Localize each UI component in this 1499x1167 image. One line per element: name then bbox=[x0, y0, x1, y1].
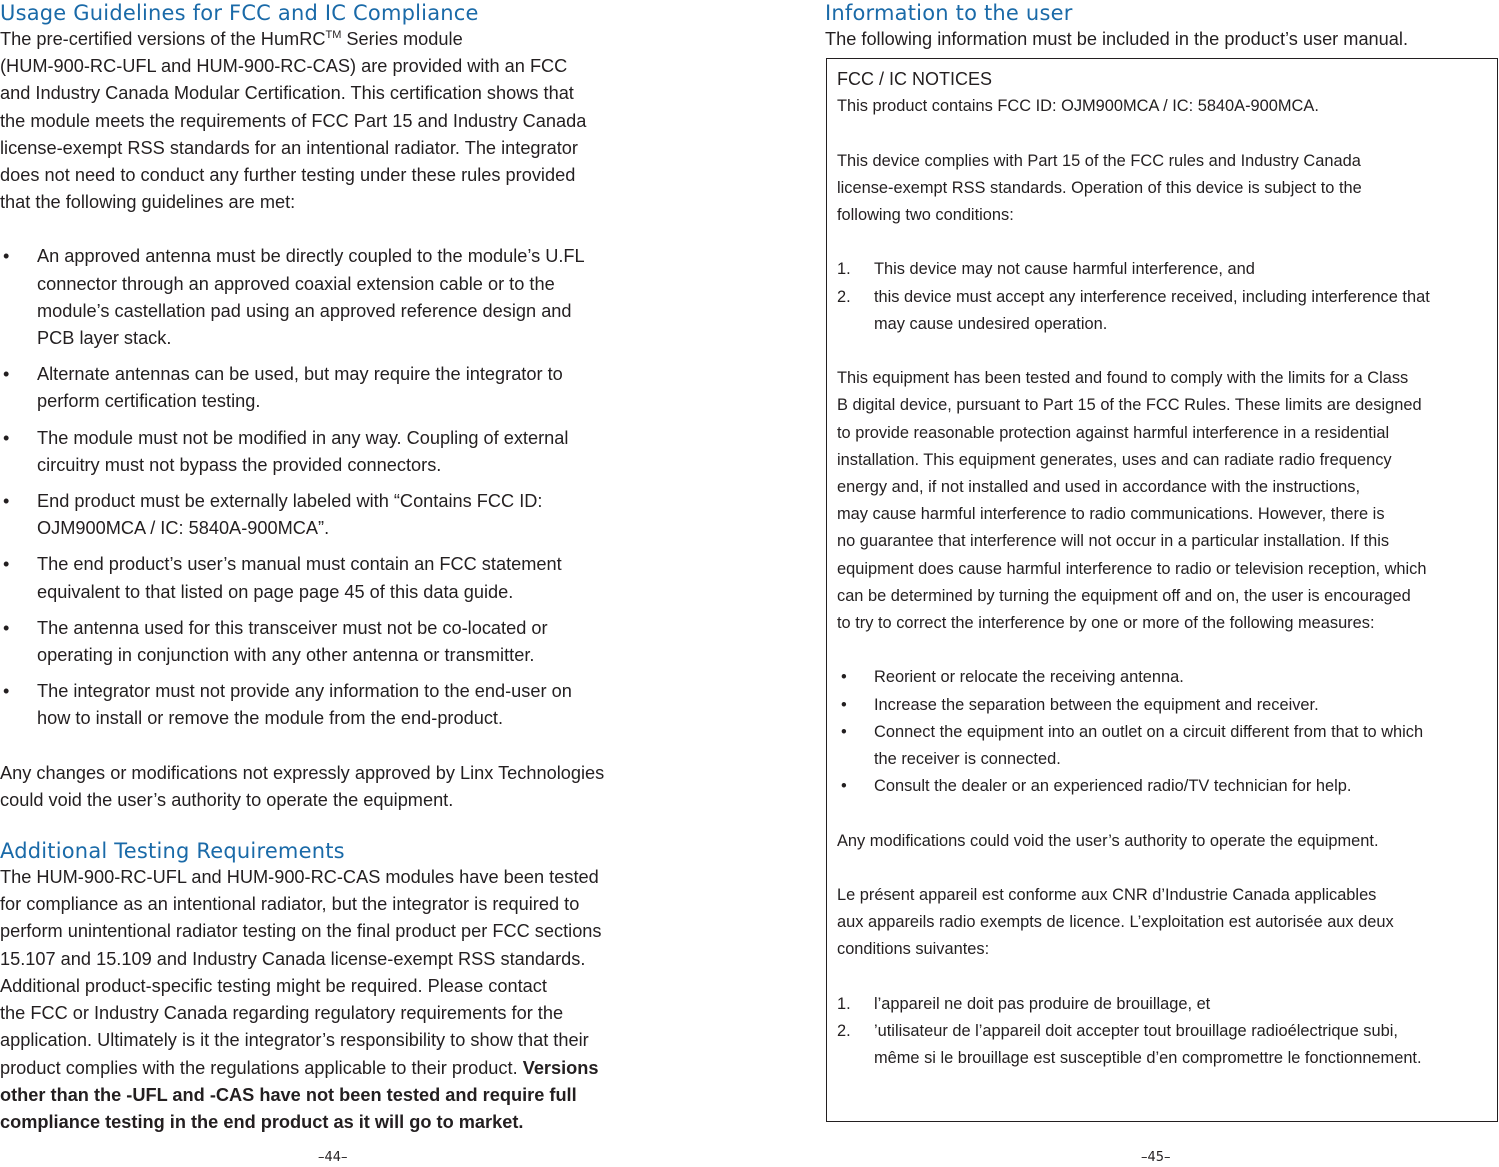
changes-note bbox=[0, 760, 680, 814]
text-line: The antenna used for this transceiver must not be co-located or bbox=[37, 617, 548, 638]
text-line: même si le brouillage est susceptible d’en compromettre le fonctionnement. bbox=[874, 1049, 1422, 1068]
bullet-icon: • bbox=[3, 364, 10, 385]
text-line: license-exempt RSS standards. Operation of this device is subject to the bbox=[837, 178, 1362, 197]
notice-compliance-text bbox=[837, 148, 1487, 230]
text-line: (HUM-900-RC-UFL and HUM-900-RC-CAS) are provided with an FCC bbox=[0, 56, 568, 77]
bullet-icon: • bbox=[3, 554, 10, 575]
notice-french-text bbox=[837, 882, 1487, 964]
trademark-mark: TM bbox=[325, 29, 342, 41]
text-line: to provide reasonable protection against harmful interference in a residential bbox=[837, 423, 1390, 442]
text-line: how to install or remove the module from the end-product. bbox=[37, 708, 504, 729]
intro-text-start: The pre-certified versions of the HumRC bbox=[0, 29, 326, 49]
guideline-item bbox=[0, 488, 680, 542]
text-line: Connect the equipment into an outlet on a circuit different from that to which bbox=[874, 722, 1424, 741]
measure-item bbox=[837, 664, 1487, 691]
bullet-icon: • bbox=[3, 246, 10, 267]
notice-conditions-list bbox=[837, 256, 1487, 338]
notice-title: FCC / IC NOTICES bbox=[837, 69, 993, 89]
intro-text-series: Series module bbox=[341, 29, 463, 49]
text-line: aux appareils radio exempts de licence. L’exploitation est autorisée aux deux bbox=[837, 913, 1394, 932]
text-line: This equipment has been tested and found to comply with the limits for a Class bbox=[837, 369, 1409, 388]
text-line: to try to correct the interference by one or more of the following measures: bbox=[837, 614, 1375, 633]
fcc-ic-notice-box bbox=[826, 58, 1498, 1122]
text-line: module’s castellation pad using an approved reference design and bbox=[37, 300, 572, 321]
text-line: following two conditions: bbox=[837, 206, 1014, 224]
bullet-icon: • bbox=[841, 695, 847, 714]
condition-item bbox=[837, 991, 1487, 1018]
text-line: Le présent appareil est conforme aux CNR d’Industrie Canada applicables bbox=[837, 886, 1377, 904]
text-line: conditions suivantes: bbox=[837, 940, 990, 959]
intro-paragraph bbox=[0, 26, 680, 216]
text-line: perform unintentional radiator testing on the final product per FCC sections bbox=[0, 921, 602, 942]
text-line: Reorient or relocate the receiving antenna. bbox=[874, 668, 1184, 687]
text-line: The integrator must not provide any information to the end-user on bbox=[37, 681, 572, 702]
guideline-item bbox=[0, 361, 680, 415]
text-line: can be determined by turning the equipment off and on, the user is encouraged bbox=[837, 586, 1411, 605]
text-line: An approved antenna must be directly coupled to the module’s U.FL bbox=[37, 246, 585, 267]
text-line: could void the user’s authority to operate the equipment. bbox=[0, 789, 454, 810]
text-line: compliance testing in the end product as it will go to market. bbox=[0, 1111, 524, 1132]
notice-french-conditions-list bbox=[837, 991, 1487, 1073]
testing-paragraph bbox=[0, 864, 680, 1136]
text-line: Increase the separation between the equipment and receiver. bbox=[874, 695, 1319, 714]
text-line: may cause harmful interference to radio communications. However, there is bbox=[837, 505, 1385, 524]
guidelines-list bbox=[0, 243, 680, 732]
text-line: application. Ultimately is it the integrator’s responsibility to show that their bbox=[0, 1030, 589, 1051]
text-line: The end product’s user’s manual must contain an FCC statement bbox=[37, 554, 562, 575]
bullet-icon: • bbox=[841, 668, 847, 687]
measure-item bbox=[837, 719, 1487, 773]
left-page bbox=[0, 0, 680, 1167]
text-line: Any changes or modifications not expressly approved by Linx Technologies bbox=[0, 762, 605, 783]
user-manual-intro: The following information must be included in the product’s user manual. bbox=[825, 29, 1408, 49]
measure-item bbox=[837, 692, 1487, 719]
condition-item bbox=[837, 1018, 1487, 1072]
guideline-item bbox=[0, 615, 680, 669]
condition-item bbox=[837, 284, 1487, 338]
guideline-item bbox=[0, 678, 680, 732]
text-line: for compliance as an intentional radiator, but the integrator is required to bbox=[0, 894, 580, 915]
guideline-item bbox=[0, 425, 680, 479]
condition-item bbox=[837, 256, 1487, 283]
usage-guidelines-heading: Usage Guidelines for FCC and IC Compliance bbox=[0, 1, 479, 25]
text-line: Additional product-specific testing might be required. Please contact bbox=[0, 975, 547, 996]
text-line: This device may not cause harmful interference, and bbox=[874, 260, 1255, 279]
text-line: license-exempt RSS standards for an intentional radiator. The integrator bbox=[0, 137, 578, 158]
text-line: equipment does cause harmful interference to radio or television reception, which bbox=[837, 559, 1427, 578]
text-line: equivalent to that listed on page page 45 of this data guide. bbox=[37, 581, 514, 602]
notice-equipment-text bbox=[837, 365, 1487, 637]
text-line: the FCC or Industry Canada regarding regulatory requirements for the bbox=[0, 1003, 564, 1024]
testing-text-last: product complies with the regulations applicable to their product. bbox=[0, 1057, 523, 1078]
text-line: energy and, if not installed and used in accordance with the instructions, bbox=[837, 478, 1360, 496]
text-line: operating in conjunction with any other antenna or transmitter. bbox=[37, 645, 535, 666]
text-line: perform certification testing. bbox=[37, 391, 261, 412]
text-line: no guarantee that interference will not occur in a particular installation. If this bbox=[837, 532, 1390, 551]
text-line: PCB layer stack. bbox=[37, 328, 172, 349]
bullet-icon: • bbox=[3, 491, 10, 512]
text-line: the module meets the requirements of FCC Part 15 and Industry Canada bbox=[0, 110, 587, 131]
guideline-item bbox=[0, 243, 680, 352]
list-number: 2. bbox=[837, 1022, 851, 1040]
page-number-left: –44– bbox=[318, 1150, 348, 1165]
text-line: this device must accept any interference received, including interference that bbox=[874, 287, 1430, 306]
measure-item bbox=[837, 773, 1487, 800]
guideline-item bbox=[0, 551, 680, 605]
text-line: other than the -UFL and -CAS have not been tested and require full bbox=[0, 1084, 577, 1105]
additional-testing-heading: Additional Testing Requirements bbox=[0, 839, 345, 864]
text-line: ’utilisateur de l’appareil doit accepter tout brouillage radioélectrique subi, bbox=[874, 1022, 1398, 1040]
information-to-user-heading: Information to the user bbox=[825, 1, 1073, 25]
text-line: OJM900MCA / IC: 5840A-900MCA”. bbox=[37, 518, 330, 539]
text-line: The HUM-900-RC-UFL and HUM-900-RC-CAS modules have been tested bbox=[0, 867, 599, 888]
text-line: B digital device, pursuant to Part 15 of the FCC Rules. These limits are designed bbox=[837, 396, 1422, 415]
list-number: 1. bbox=[837, 260, 851, 279]
text-line: does not need to conduct any further testing under these rules provided bbox=[0, 165, 576, 186]
list-number: 1. bbox=[837, 994, 851, 1013]
text-line: Versions bbox=[522, 1057, 599, 1078]
text-line: installation. This equipment generates, uses and can radiate radio frequency bbox=[837, 450, 1392, 469]
text-line: and Industry Canada Modular Certification. This certification shows that bbox=[0, 83, 574, 104]
bullet-icon: • bbox=[841, 722, 847, 741]
text-line: l’appareil ne doit pas produire de brouillage, et bbox=[874, 994, 1211, 1013]
text-line: connector through an approved coaxial extension cable or to the bbox=[37, 273, 555, 294]
bullet-icon: • bbox=[3, 617, 10, 638]
page-number-right: –45– bbox=[1141, 1150, 1171, 1165]
text-line: Consult the dealer or an experienced radio/TV technician for help. bbox=[874, 777, 1352, 796]
text-line: This device complies with Part 15 of the FCC rules and Industry Canada bbox=[837, 151, 1361, 170]
text-line: may cause undesired operation. bbox=[874, 314, 1108, 333]
notice-contains-id: This product contains FCC ID: OJM900MCA / IC: 5840A-900MCA. bbox=[837, 97, 1319, 116]
right-page bbox=[825, 0, 1499, 1167]
bullet-icon: • bbox=[841, 777, 847, 796]
bullet-icon: • bbox=[3, 427, 10, 448]
testing-text bbox=[0, 867, 602, 1050]
text-line: The module must not be modified in any way. Coupling of external bbox=[37, 427, 569, 448]
text-line: the receiver is connected. bbox=[874, 750, 1061, 769]
bullet-icon: • bbox=[3, 681, 10, 702]
text-line: Alternate antennas can be used, but may require the integrator to bbox=[37, 364, 563, 385]
text-line: that the following guidelines are met: bbox=[0, 192, 296, 213]
list-number: 2. bbox=[837, 287, 851, 306]
text-line: circuitry must not bypass the provided connectors. bbox=[37, 454, 442, 475]
notice-modifications: Any modifications could void the user’s authority to operate the equipment. bbox=[837, 831, 1379, 850]
notice-measures-list bbox=[837, 664, 1487, 800]
text-line: End product must be externally labeled with “Contains FCC ID: bbox=[37, 491, 543, 512]
text-line: 15.107 and 15.109 and Industry Canada license-exempt RSS standards. bbox=[0, 948, 586, 969]
intro-text-rest bbox=[0, 56, 586, 212]
